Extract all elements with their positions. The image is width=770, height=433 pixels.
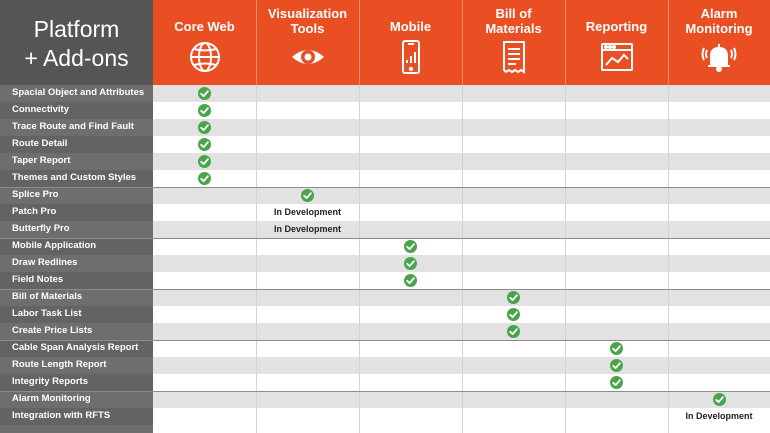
feature-label-row	[0, 153, 153, 170]
checkmark-icon	[198, 155, 211, 168]
column-header-label: Monitoring	[685, 21, 753, 36]
checkmark-icon	[198, 104, 211, 117]
checkmark-icon	[404, 240, 417, 253]
feature-label: Alarm Monitoring	[12, 393, 91, 404]
status-in-development: In Development	[273, 224, 342, 234]
feature-label: Integrity Reports	[12, 376, 89, 387]
group-divider	[0, 391, 770, 392]
feature-label-row	[0, 340, 153, 357]
feature-label-row	[0, 238, 153, 255]
feature-label-row	[0, 102, 153, 119]
grid-column-divider	[565, 85, 566, 433]
group-divider	[0, 340, 770, 341]
feature-label: Create Price Lists	[12, 325, 93, 336]
feature-label-row	[0, 357, 153, 374]
header-column-divider	[668, 0, 669, 85]
feature-label: Route Length Report	[12, 359, 107, 370]
feature-label: Taper Report	[12, 155, 71, 166]
checkmark-icon	[610, 359, 623, 372]
feature-label: Mobile Application	[12, 240, 97, 251]
status-in-development: In Development	[685, 411, 753, 421]
eye-icon	[290, 39, 326, 75]
header-column-divider	[256, 0, 257, 85]
group-divider	[0, 289, 770, 290]
feature-label: Spacial Object and Attributes	[12, 87, 145, 98]
feature-label-row	[0, 374, 153, 391]
checkmark-icon	[713, 393, 726, 406]
feature-label: Butterfly Pro	[12, 223, 70, 234]
feature-label: Connectivity	[12, 104, 70, 115]
feature-label-row	[0, 119, 153, 136]
status-in-development: In Development	[273, 207, 342, 217]
column-header-visualization-tools	[256, 0, 359, 85]
feature-label: Route Detail	[12, 138, 68, 149]
checkmark-icon	[301, 189, 314, 202]
feature-label-row	[0, 272, 153, 289]
column-header-label: Core Web	[174, 19, 235, 34]
column-header-alarm-monitoring	[668, 0, 770, 85]
receipt-icon	[496, 39, 532, 75]
feature-label: Themes and Custom Styles	[12, 172, 137, 183]
column-header-reporting	[565, 0, 668, 85]
checkmark-icon	[507, 291, 520, 304]
title-line-1: Platform	[33, 16, 120, 42]
checkmark-icon	[198, 121, 211, 134]
grid-column-divider	[462, 85, 463, 433]
feature-label-row	[0, 255, 153, 272]
column-header-mobile	[359, 0, 462, 85]
checkmark-icon	[610, 342, 623, 355]
grid-column-divider	[256, 85, 257, 433]
feature-label-row	[0, 170, 153, 187]
feature-label: Field Notes	[12, 274, 64, 285]
feature-label: Trace Route and Find Fault	[12, 121, 134, 132]
feature-label-row	[0, 391, 153, 408]
globe-icon	[187, 39, 223, 75]
column-header-label: Bill of	[495, 6, 532, 21]
checkmark-icon	[404, 274, 417, 287]
column-header-label: Materials	[485, 21, 542, 36]
feature-label-row	[0, 221, 153, 238]
column-header-bill-of-materials	[462, 0, 565, 85]
bell-alarm-icon	[701, 39, 737, 75]
column-header-label: Reporting	[585, 19, 648, 34]
title-line-2: + Add-ons	[24, 45, 129, 71]
mobile-phone-icon	[393, 39, 429, 75]
column-header-bar	[153, 0, 770, 85]
feature-label-row	[0, 85, 153, 102]
header-column-divider	[359, 0, 360, 85]
header-column-divider	[462, 0, 463, 85]
group-divider	[0, 187, 770, 188]
feature-label-row	[0, 204, 153, 221]
column-header-label: Visualization	[267, 6, 348, 21]
feature-label-row	[0, 289, 153, 306]
feature-label-row	[0, 136, 153, 153]
feature-label: Integration with RFTS	[12, 410, 111, 421]
column-header-label: Tools	[290, 21, 325, 36]
grid-column-divider	[668, 85, 669, 433]
column-header-label: Mobile	[389, 19, 432, 34]
feature-label-row	[0, 187, 153, 204]
checkmark-icon	[198, 87, 211, 100]
group-divider	[0, 238, 770, 239]
feature-label: Splice Pro	[12, 189, 59, 200]
title-block	[0, 0, 153, 85]
checkmark-icon	[610, 376, 623, 389]
checkmark-icon	[198, 138, 211, 151]
feature-label-row	[0, 408, 153, 425]
feature-label: Bill of Materials	[12, 291, 83, 302]
report-chart-icon	[599, 39, 635, 75]
checkmark-icon	[198, 172, 211, 185]
header-column-divider	[565, 0, 566, 85]
feature-label-column	[0, 85, 153, 433]
feature-label: Patch Pro	[12, 206, 57, 217]
column-header-label: Alarm	[700, 6, 738, 21]
feature-label-row	[0, 323, 153, 340]
feature-label: Cable Span Analysis Report	[12, 342, 139, 353]
column-header-core-web	[153, 0, 256, 85]
feature-label: Labor Task List	[12, 308, 82, 319]
grid-column-divider	[359, 85, 360, 433]
checkmark-icon	[507, 308, 520, 321]
feature-label: Draw Redlines	[12, 257, 78, 268]
checkmark-icon	[507, 325, 520, 338]
feature-label-row	[0, 306, 153, 323]
checkmark-icon	[404, 257, 417, 270]
